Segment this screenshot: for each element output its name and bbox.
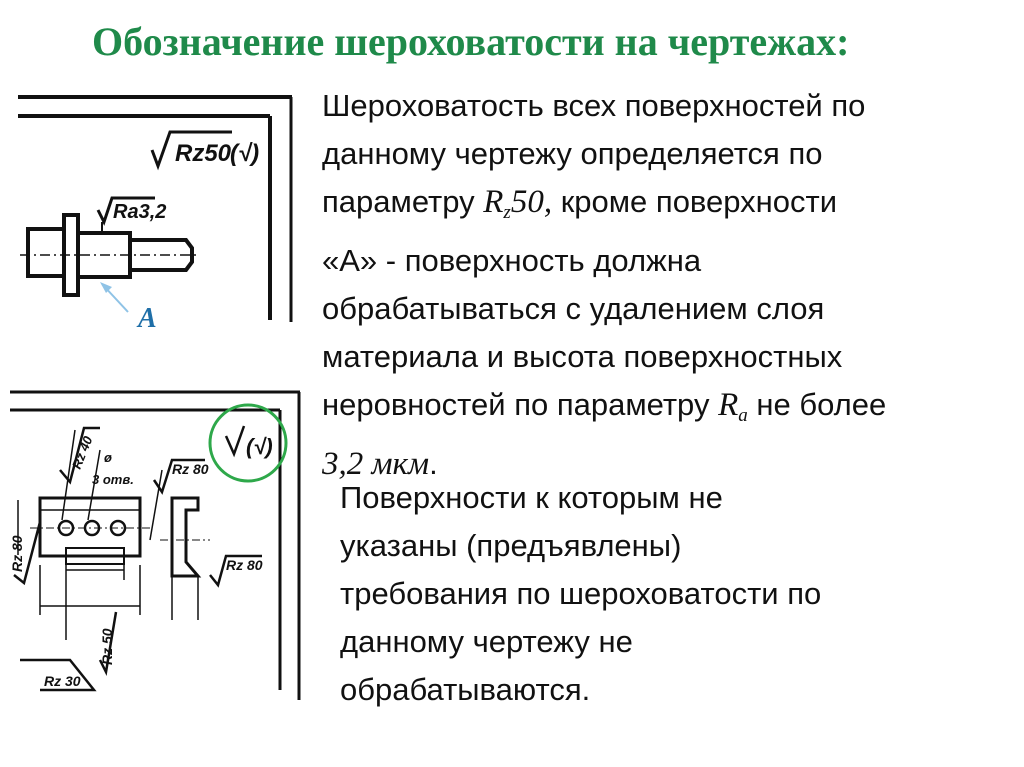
surface-a-label: A: [138, 303, 157, 334]
ra-prefix: неровностей по параметру: [322, 387, 719, 422]
paragraph-main-line-2: данному чертежу определяется по: [322, 136, 823, 171]
angle-profile: [172, 498, 198, 576]
rz80-left-label: Rz 80: [9, 535, 25, 572]
param-prefix: параметру: [322, 184, 484, 219]
rz80-top-label: Rz 80: [172, 461, 209, 477]
paragraph-main-line-1: Шероховатость всех поверхностей по: [322, 88, 866, 123]
general-roughness-label: Rz50: [175, 140, 232, 167]
rz40-label: Rz 40: [68, 434, 96, 472]
param-ra-subscript: a: [738, 405, 748, 426]
hole-diameter-label: ø: [104, 450, 112, 465]
ra-limit-end: .: [429, 446, 438, 481]
leader-rz80-top: [150, 470, 162, 540]
param-suffix: кроме поверхности: [552, 184, 838, 219]
param-rz-value: 50,: [510, 184, 553, 220]
param-ra-letter: R: [718, 387, 739, 423]
surface-a-arrowhead: [100, 282, 112, 293]
paragraph-main-line-6: материала и высота поверхностных: [322, 339, 843, 374]
holes-count-label: 3 отв.: [92, 472, 134, 487]
slide-title: Обозначение шероховатости на чертежах:: [92, 19, 850, 64]
general-roughness-paren: (√): [230, 140, 260, 167]
circled-mark-label: (√): [246, 434, 273, 459]
paragraph-main-line-4: «А» - поверхность должна: [322, 243, 702, 278]
paragraph-main-line-5: обрабатываться с удалением слоя: [322, 291, 825, 326]
paragraph-secondary-line-3: требования по шероховатости по: [340, 576, 822, 611]
paragraph-secondary-line-1: Поверхности к которым не: [340, 480, 723, 515]
ra-limit-value: 3,2 мкм: [322, 446, 430, 482]
rz30-label: Rz 30: [44, 673, 81, 689]
surface-roughness-label: Ra3,2: [113, 201, 167, 223]
ra-suffix: не более: [747, 387, 887, 422]
part-head: [28, 229, 64, 276]
circled-sign-tick: [226, 426, 244, 454]
paragraph-secondary-line-2: указаны (предъявлены): [340, 528, 682, 563]
param-rz-subscript: z: [503, 202, 511, 223]
rz80-right-label: Rz 80: [226, 557, 263, 573]
param-rz-letter: R: [483, 184, 504, 220]
paragraph-secondary-line-4: данному чертежу не: [340, 624, 633, 659]
paragraph-secondary-line-5: обрабатываются.: [340, 672, 591, 707]
rz50-label: Rz 50: [99, 628, 115, 665]
